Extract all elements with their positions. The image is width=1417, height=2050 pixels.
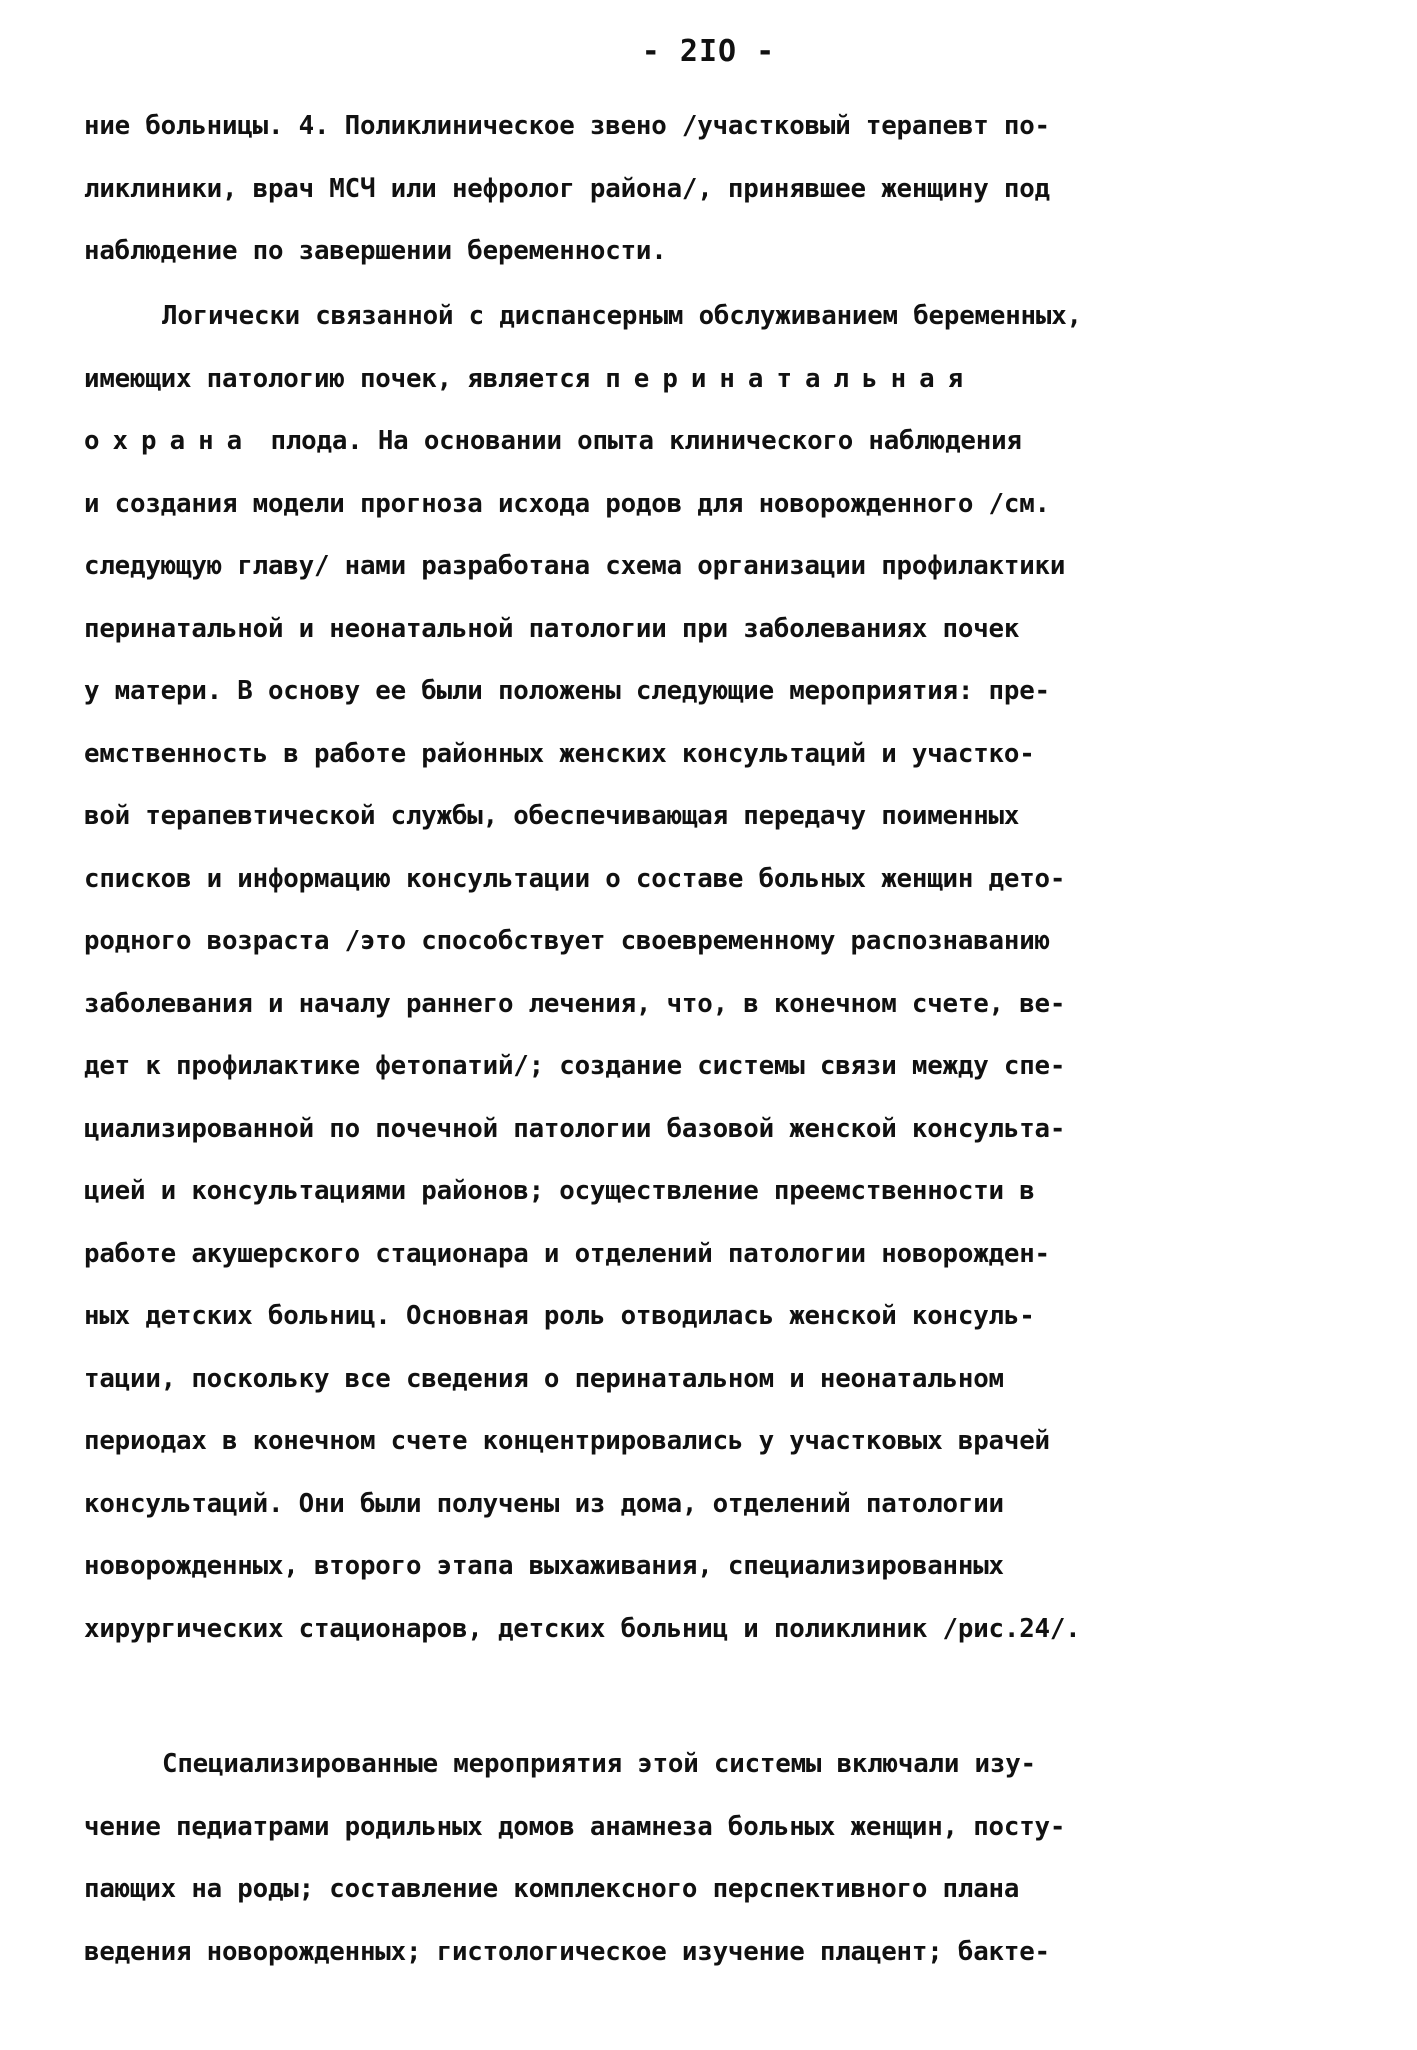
text-line: ведения новорожденных; гистологическое изучение плацент; бакте- (84, 1936, 1050, 1967)
spaced-emphasis-term: охрана (84, 426, 256, 456)
spaced-emphasis-term: перинатальная (605, 363, 977, 394)
text-line: ных детских больниц. Основная роль отводилась женской консуль- (84, 1301, 1035, 1331)
text-line: ликлиники, врач МСЧ или нефролог района/, принявшее женщину под (84, 173, 1050, 204)
paragraph-specialized-measures (84, 1733, 1334, 1983)
text-line: Логически связанной с диспансерным обслуживанием беременных, (162, 301, 1082, 331)
paragraph-continuation (84, 95, 1334, 283)
text-line: дет к профилактике фетопатий/; создание системы связи между спе- (84, 1051, 1066, 1081)
text-line: перинатальной и неонатальной патологии при заболеваниях почек (84, 613, 1020, 644)
text-line: списков и информацию консультации о составе больных женщин дето- (84, 863, 1066, 894)
text-line (84, 410, 1334, 473)
paragraph-perinatal-protection (84, 285, 1334, 1660)
text-line: и создания модели прогноза исхода родов для новорожденного /см. (84, 488, 1050, 519)
text-line: чение педиатрами родильных домов анамнеза больных женщин, посту- (84, 1811, 1066, 1842)
text-line: следующую главу/ нами разработана схема организации профилактики (84, 551, 1066, 581)
text-segment: плода. На основании опыта клинического наблюдения (255, 426, 1022, 456)
text-line: заболевания и началу раннего лечения, что, в конечном счете, ве- (84, 988, 1066, 1019)
text-line: пающих на роды; составление комплексного перспективного плана (84, 1874, 1020, 1904)
text-line: новорожденных, второго этапа выхаживания, специализированных (84, 1551, 1004, 1581)
text-line: Специализированные мероприятия этой системы включали изу- (162, 1749, 1036, 1779)
text-line (84, 348, 1334, 411)
page-number: - 2IO - (641, 34, 776, 69)
text-line: наблюдение по завершении беременности. (84, 236, 667, 266)
text-line: работе акушерского стационара и отделений патологии новорожден- (84, 1238, 1050, 1269)
text-line: консультаций. Они были получены из дома, отделений патологии (84, 1488, 1004, 1519)
text-line: у матери. В основу ее были положены следующие мероприятия: пре- (84, 676, 1050, 706)
text-line: циализированной по почечной патологии базовой женской консульта- (84, 1113, 1066, 1144)
text-line: цией и консультациями районов; осуществление преемственности в (84, 1176, 1035, 1206)
text-line: родного возраста /это способствует своевременному распознаванию (84, 926, 1050, 956)
text-line: вой терапевтической службы, обеспечивающая передачу поименных (84, 801, 1020, 831)
text-line: ние больницы. 4. Поликлиническое звено /участковый терапевт по- (84, 111, 1050, 141)
text-line: емственность в работе районных женских консультаций и участко- (84, 738, 1035, 769)
text-line: периодах в конечном счете концентрировались у участковых врачей (84, 1426, 1050, 1456)
text-segment: имеющих патологию почек, является (84, 363, 606, 394)
text-line: хирургических стационаров, детских больниц и поликлиник /рис.24/. (84, 1613, 1081, 1644)
text-line: тации, поскольку все сведения о перинатальном и неонатальном (84, 1363, 1004, 1394)
